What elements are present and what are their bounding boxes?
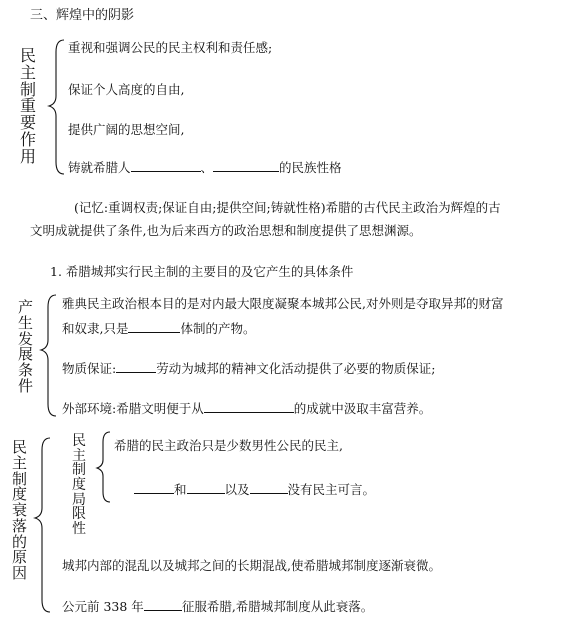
block3-line1: 希腊的民主政治只是少数男性公民的民主, xyxy=(114,438,343,453)
block2-line2: 和奴隶,只是 体制的产物。 xyxy=(62,321,256,336)
memo-line1: (记忆:重调权责;保证自由;提供空间;铸就性格)希腊的古代民主政治为辉煌的古 xyxy=(74,200,501,215)
brace-block3-inner xyxy=(97,432,110,502)
blank-field[interactable] xyxy=(144,598,182,611)
block3-sub-label: 民 主 制 度 局 限 性 xyxy=(72,433,86,538)
block1-line2: 保证个人高度的自由, xyxy=(68,82,185,97)
block3-line2: 和 以及 没有民主可言。 xyxy=(134,480,375,498)
blank-field[interactable] xyxy=(204,400,294,413)
section-title: 三、辉煌中的阴影 xyxy=(30,8,135,23)
blank-field[interactable] xyxy=(213,159,279,172)
block1-label: 民 主 制 重 要 作 用 xyxy=(20,46,37,166)
block2-label: 产 生 发 展 条 件 xyxy=(18,298,34,395)
brace-block3-outer xyxy=(35,438,50,612)
blank-field[interactable] xyxy=(187,481,225,494)
block2-line3: 物质保证: 劳动为城邦的精神文化活动提供了必要的物质保证; xyxy=(62,361,436,376)
blank-field[interactable] xyxy=(134,481,174,494)
memo-line2: 文明成就提供了条件,也为后来西方的政治思想和制度提供了思想渊源。 xyxy=(30,223,422,238)
blank-field[interactable] xyxy=(250,481,288,494)
block3-line3: 城邦内部的混乱以及城邦之间的长期混战,使希腊城邦制度逐渐衰微。 xyxy=(62,558,441,573)
block1-line3: 提供广阔的思想空间, xyxy=(68,122,185,137)
brace-block1 xyxy=(49,40,64,174)
block3-line4: 公元前 338 年 征服希腊,希腊城邦制度从此衰落。 xyxy=(62,599,374,614)
block1-line4: 铸就希腊人 、 的民族性格 xyxy=(68,160,342,175)
blank-field[interactable] xyxy=(128,320,180,333)
block2-line4: 外部环境:希腊文明便于从 的成就中汲取丰富营养。 xyxy=(62,401,432,416)
brace-block2 xyxy=(41,295,56,416)
block1-line1: 重视和强调公民的民主权利和责任感; xyxy=(68,40,273,55)
block3-label: 民 主 制 度 衰 落 的 原 因 xyxy=(12,438,28,582)
question-heading: 1. 希腊城邦实行民主制的主要目的及它产生的具体条件 xyxy=(50,264,354,279)
blank-field[interactable] xyxy=(116,360,156,373)
block2-line1: 雅典民主政治根本目的是对内最大限度凝聚本城邦公民,对外则是夺取异邦的财富 xyxy=(62,296,504,311)
blank-field[interactable] xyxy=(131,159,201,172)
